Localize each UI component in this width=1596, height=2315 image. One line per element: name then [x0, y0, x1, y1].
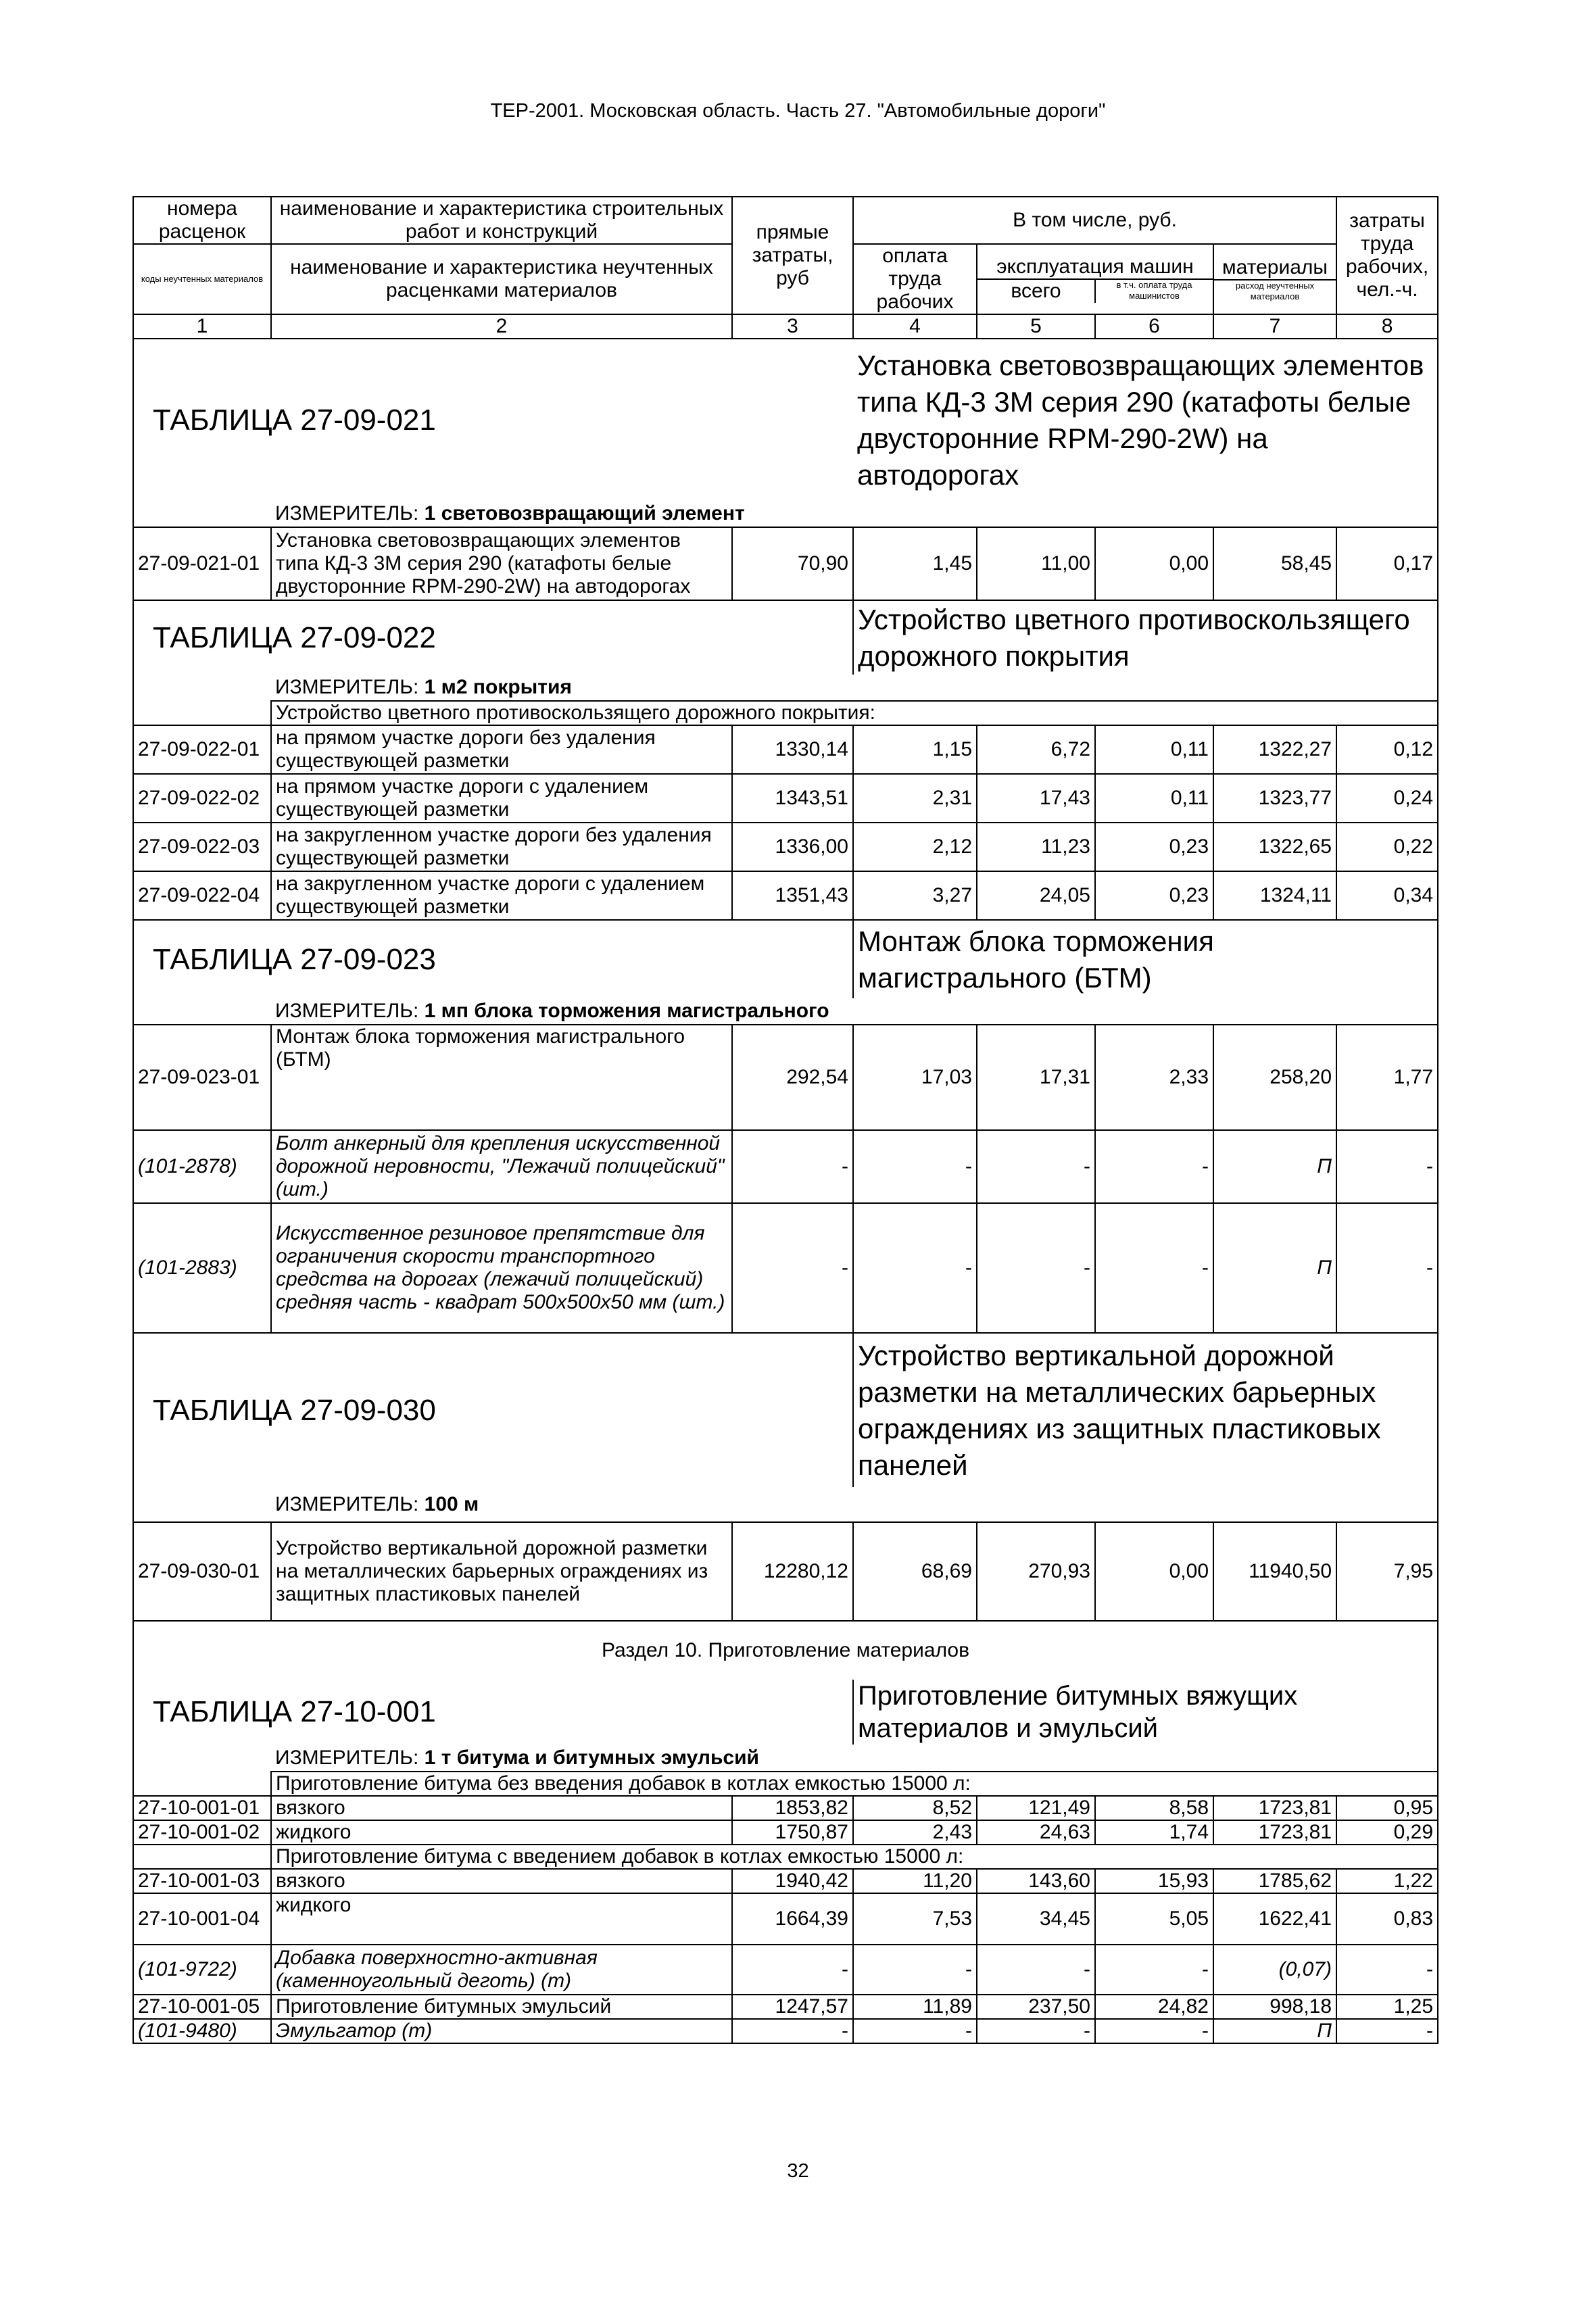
- machines-total: -: [977, 1203, 1095, 1333]
- operator-wage: -: [1095, 1203, 1213, 1333]
- labor-wage: -: [853, 2019, 977, 2043]
- rate-name: на прямом участке дороги без удаления существующей разметки: [271, 725, 732, 774]
- operator-wage: 15,93: [1095, 1869, 1213, 1893]
- machines-total: 143,60: [977, 1869, 1095, 1893]
- col4-header: оплата труда рабочих: [853, 244, 977, 314]
- operator-wage: 0,00: [1095, 1522, 1213, 1621]
- machines-total: 11,00: [977, 527, 1095, 600]
- rate-name: на прямом участке дороги с удалением существующей разметки: [271, 774, 732, 823]
- rate-name: на закругленном участке дороги с удалением существующей разметки: [271, 871, 732, 920]
- direct-cost: -: [732, 1130, 853, 1203]
- rate-code: 27-10-001-04: [133, 1893, 271, 1945]
- machines-total: 237,50: [977, 1995, 1095, 2019]
- direct-cost: 1336,00: [732, 823, 853, 871]
- labor-hours: -: [1336, 1945, 1438, 1995]
- labor-hours: 0,12: [1336, 725, 1438, 774]
- rate-name: на закругленном участке дороги без удаления существующей разметки: [271, 823, 732, 871]
- operator-wage: 0,00: [1095, 527, 1213, 600]
- direct-cost: 1343,51: [732, 774, 853, 823]
- direct-cost: 1750,87: [732, 1820, 853, 1845]
- rates-table: [132, 196, 1438, 2044]
- direct-cost: 1664,39: [732, 1893, 853, 1945]
- operator-wage: 0,11: [1095, 774, 1213, 823]
- rate-name: жидкого: [271, 1820, 732, 1845]
- material-code: (101-9480): [133, 2019, 271, 2043]
- materials-header: [1213, 244, 1336, 314]
- col-number: 3: [732, 314, 853, 339]
- operator-wage: 0,23: [1095, 871, 1213, 920]
- measure-label: ИЗМЕРИТЕЛЬ:: [275, 676, 419, 698]
- operator-wage: 0,11: [1095, 725, 1213, 774]
- measure-label: ИЗМЕРИТЕЛЬ:: [275, 1746, 419, 1769]
- measure-line: [271, 1487, 1438, 1522]
- materials-cost: (0,07): [1213, 1945, 1336, 1995]
- operator-wage: 1,74: [1095, 1820, 1213, 1845]
- machines-total: 17,31: [977, 1025, 1095, 1130]
- table-name: ТАБЛИЦА 27-09-030: [133, 1333, 853, 1487]
- labor-hours: 0,17: [1336, 527, 1438, 600]
- rate-name: вязкого: [271, 1869, 732, 1893]
- measure-value: 1 мп блока торможения магистрального: [424, 1000, 829, 1022]
- material-name: Болт анкерный для крепления искусственной дорожной неровности, "Лежачий полицейский" (шт.): [271, 1130, 732, 1203]
- materials-cost: П: [1213, 1203, 1336, 1333]
- rate-name: Приготовление битумных эмульсий: [271, 1995, 732, 2019]
- table-title: Монтаж блока торможения магистрального (БТМ): [853, 920, 1438, 998]
- material-code: (101-2878): [133, 1130, 271, 1203]
- materials-label: материалы: [1214, 256, 1336, 281]
- operator-wage: 24,82: [1095, 1995, 1213, 2019]
- machines-total: 17,43: [977, 774, 1095, 823]
- rate-code: 27-09-022-04: [133, 871, 271, 920]
- rate-name: Устройство вертикальной дорожной разметки на металлических барьерных ограждениях из защитных пластиковых панелей: [271, 1522, 732, 1621]
- operator-wage: 5,05: [1095, 1893, 1213, 1945]
- labor-wage: 7,53: [853, 1893, 977, 1945]
- machines-total: 24,05: [977, 871, 1095, 920]
- rate-name: Установка световозвращающих элементов типа КД-3 3М серия 290 (катафоты белые двусторонние RPM-290-2W) на автодорогах: [271, 527, 732, 600]
- col7-header: расход неучтенных материалов: [1235, 281, 1315, 301]
- labor-wage: 2,31: [853, 774, 977, 823]
- col-number: 4: [853, 314, 977, 339]
- materials-cost: П: [1213, 1130, 1336, 1203]
- col1-header-top: номера расценок: [133, 197, 271, 244]
- rate-code: 27-09-030-01: [133, 1522, 271, 1621]
- machines-total: 270,93: [977, 1522, 1095, 1621]
- direct-cost: 1853,82: [732, 1796, 853, 1820]
- machines-total: -: [977, 1945, 1095, 1995]
- materials-cost: 258,20: [1213, 1025, 1336, 1130]
- table-name: ТАБЛИЦА 27-09-023: [133, 920, 853, 998]
- labor-hours: -: [1336, 1203, 1438, 1333]
- materials-cost: 58,45: [1213, 527, 1336, 600]
- col2-header-bottom: наименование и характеристика неучтенных расценками материалов: [271, 244, 732, 314]
- machines-total: 6,72: [977, 725, 1095, 774]
- rate-code: 27-09-022-03: [133, 823, 271, 871]
- materials-cost: 1622,41: [1213, 1893, 1336, 1945]
- labor-wage: -: [853, 1130, 977, 1203]
- machines-total: -: [977, 1130, 1095, 1203]
- measure-line: [271, 675, 1438, 701]
- rate-name: вязкого: [271, 1796, 732, 1820]
- col-number: 1: [133, 314, 271, 339]
- labor-wage: 11,20: [853, 1869, 977, 1893]
- table-title: Приготовление битумных вяжущих материалов и эмульсий: [853, 1680, 1438, 1745]
- subheader: Устройство цветного противоскользящего дорожного покрытия:: [271, 701, 1438, 725]
- col-number: 8: [1336, 314, 1438, 339]
- labor-hours: 0,95: [1336, 1796, 1438, 1820]
- labor-hours: 0,83: [1336, 1893, 1438, 1945]
- measure-line: [271, 501, 1438, 527]
- measure-label: ИЗМЕРИТЕЛЬ:: [275, 502, 419, 525]
- labor-wage: -: [853, 1945, 977, 1995]
- col-number: 7: [1213, 314, 1336, 339]
- labor-wage: -: [853, 1203, 977, 1333]
- measure-line: [271, 998, 1438, 1025]
- labor-hours: 0,22: [1336, 823, 1438, 871]
- operator-wage: 2,33: [1095, 1025, 1213, 1130]
- rate-code: 27-09-022-01: [133, 725, 271, 774]
- measure-label: ИЗМЕРИТЕЛЬ:: [275, 1000, 419, 1022]
- col2-header-top: наименование и характеристика строительных работ и конструкций: [271, 197, 732, 244]
- col5-header: всего: [977, 280, 1096, 303]
- rate-code: 27-10-001-03: [133, 1869, 271, 1893]
- labor-wage: 17,03: [853, 1025, 977, 1130]
- direct-cost: 70,90: [732, 527, 853, 600]
- operator-wage: 0,23: [1095, 823, 1213, 871]
- rate-name: жидкого: [271, 1893, 732, 1945]
- materials-cost: 1723,81: [1213, 1796, 1336, 1820]
- material-code: (101-2883): [133, 1203, 271, 1333]
- material-name: Добавка поверхностно-активная (каменноугольный деготь) (т): [271, 1945, 732, 1995]
- table-title: Установка световозвращающих элементов типа КД-3 3М серия 290 (катафоты белые двусторонние RPM-290-2W) на автодорогах: [853, 339, 1438, 501]
- labor-hours: 7,95: [1336, 1522, 1438, 1621]
- table-title: Устройство цветного противоскользящего дорожного покрытия: [853, 600, 1438, 675]
- rate-code: 27-10-001-01: [133, 1796, 271, 1820]
- direct-cost: 12280,12: [732, 1522, 853, 1621]
- labor-hours: 1,22: [1336, 1869, 1438, 1893]
- materials-cost: 1723,81: [1213, 1820, 1336, 1845]
- direct-cost: 1351,43: [732, 871, 853, 920]
- materials-cost: 1324,11: [1213, 871, 1336, 920]
- materials-cost: П: [1213, 2019, 1336, 2043]
- labor-wage: 68,69: [853, 1522, 977, 1621]
- measure-label: ИЗМЕРИТЕЛЬ:: [275, 1492, 419, 1515]
- measure-value: 1 м2 покрытия: [424, 676, 572, 698]
- rate-code: 27-09-022-02: [133, 774, 271, 823]
- measure-value: 1 световозвращающий элемент: [424, 502, 745, 525]
- machines-label: эксплуатация машин: [977, 255, 1213, 280]
- subheader: Приготовление битума без введения добавок в котлах емкостью 15000 л:: [271, 1772, 1438, 1796]
- labor-wage: 11,89: [853, 1995, 977, 2019]
- materials-cost: 11940,50: [1213, 1522, 1336, 1621]
- section-title: Раздел 10. Приготовление материалов: [133, 1621, 1438, 1680]
- material-name: Искусственное резиновое препятствие для ограничения скорости транспортного средства на дорогах (лежачий полицейский) средняя часть - квадрат 500х500х50 мм (шт.): [271, 1203, 732, 1333]
- machines-total: 11,23: [977, 823, 1095, 871]
- page-number: 32: [787, 2160, 809, 2182]
- col-number: 6: [1095, 314, 1213, 339]
- labor-wage: 3,27: [853, 871, 977, 920]
- measure-line: [271, 1745, 1438, 1772]
- labor-wage: 2,43: [853, 1820, 977, 1845]
- operator-wage: -: [1095, 2019, 1213, 2043]
- machines-total: -: [977, 2019, 1095, 2043]
- labor-wage: 2,12: [853, 823, 977, 871]
- labor-hours: 1,25: [1336, 1995, 1438, 2019]
- col-number: 5: [977, 314, 1095, 339]
- machines-total: 24,63: [977, 1820, 1095, 1845]
- labor-hours: 1,77: [1336, 1025, 1438, 1130]
- labor-wage: 1,45: [853, 527, 977, 600]
- direct-cost: 1330,14: [732, 725, 853, 774]
- operator-wage: -: [1095, 1945, 1213, 1995]
- col3-header: прямые затраты, руб: [732, 197, 853, 314]
- table-title: Устройство вертикальной дорожной разметки на металлических барьерных ограждениях из защитных пластиковых панелей: [853, 1333, 1438, 1487]
- rate-code: 27-09-021-01: [133, 527, 271, 600]
- rate-code: 27-10-001-05: [133, 1995, 271, 2019]
- rate-name: Монтаж блока торможения магистрального (БТМ): [271, 1025, 732, 1130]
- direct-cost: -: [732, 2019, 853, 2043]
- col-number: 2: [271, 314, 732, 339]
- col8-header: затраты труда рабочих, чел.-ч.: [1336, 197, 1438, 314]
- direct-cost: -: [732, 1203, 853, 1333]
- materials-cost: 1322,27: [1213, 725, 1336, 774]
- labor-wage: 1,15: [853, 725, 977, 774]
- material-name: Эмульгатор (т): [271, 2019, 732, 2043]
- materials-cost: 1323,77: [1213, 774, 1336, 823]
- labor-wage: 8,52: [853, 1796, 977, 1820]
- labor-hours: -: [1336, 1130, 1438, 1203]
- materials-cost: 998,18: [1213, 1995, 1336, 2019]
- machines-header: [977, 244, 1213, 314]
- labor-hours: 0,24: [1336, 774, 1438, 823]
- breakdown-header: В том числе, руб.: [853, 197, 1336, 244]
- direct-cost: 292,54: [732, 1025, 853, 1130]
- labor-hours: 0,34: [1336, 871, 1438, 920]
- table-name: ТАБЛИЦА 27-09-021: [133, 339, 853, 501]
- table-name: ТАБЛИЦА 27-09-022: [133, 600, 853, 675]
- measure-value: 1 т битума и битумных эмульсий: [424, 1746, 759, 1769]
- subheader: Приготовление битума с введением добавок в котлах емкостью 15000 л:: [271, 1845, 1438, 1869]
- table-name: ТАБЛИЦА 27-10-001: [133, 1680, 853, 1745]
- materials-cost: 1322,65: [1213, 823, 1336, 871]
- operator-wage: -: [1095, 1130, 1213, 1203]
- material-code: (101-9722): [133, 1945, 271, 1995]
- labor-hours: 0,29: [1336, 1820, 1438, 1845]
- direct-cost: -: [732, 1945, 853, 1995]
- direct-cost: 1247,57: [732, 1995, 853, 2019]
- direct-cost: 1940,42: [732, 1869, 853, 1893]
- measure-value: 100 м: [424, 1492, 479, 1515]
- rate-code: 27-09-023-01: [133, 1025, 271, 1130]
- rate-code: 27-10-001-02: [133, 1820, 271, 1845]
- materials-cost: 1785,62: [1213, 1869, 1336, 1893]
- machines-total: 121,49: [977, 1796, 1095, 1820]
- col1-header-bottom: коды неучтенных материалов: [133, 244, 271, 314]
- page-header: ТЕР-2001. Московская область. Часть 27. "Автомобильные дороги": [490, 100, 1106, 122]
- operator-wage: 8,58: [1095, 1796, 1213, 1820]
- labor-hours: -: [1336, 2019, 1438, 2043]
- machines-total: 34,45: [977, 1893, 1095, 1945]
- col6-header: в т.ч. оплата труда машинистов: [1116, 280, 1192, 301]
